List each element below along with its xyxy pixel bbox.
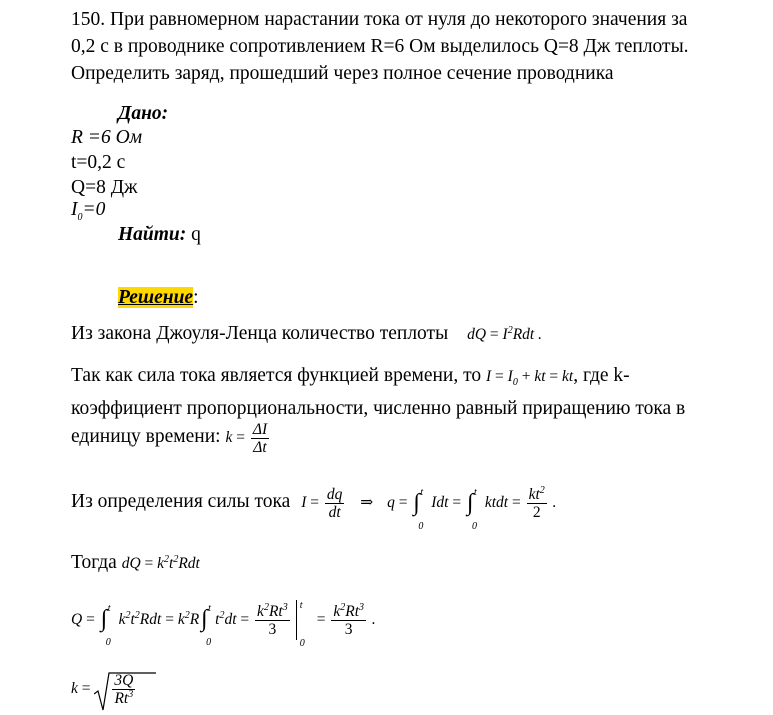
then-line <box>71 551 200 576</box>
square-root: $\frac{3Q}{Rt^3}$ <box>94 672 137 707</box>
unit-time-text: единицу времени: <box>71 426 221 448</box>
solution-heading-text: Решение <box>118 287 194 308</box>
k-sqrt-line <box>71 672 137 707</box>
formula-k-sqrt: k = $\frac{3Q}{Rt^3}$ <box>71 680 137 697</box>
given-item-resistance: R =6 Ом <box>71 127 143 148</box>
charge-definition-line <box>71 484 557 532</box>
given-heading: Дано: <box>118 103 169 124</box>
current-function-line-2: коэффициент пропорциональности, численно равный приращению тока в <box>71 398 686 419</box>
joule-lenz-paragraph <box>71 322 542 347</box>
evaluation-bar: t 0 <box>296 600 313 640</box>
given-item-initial-current: $I_0=0$ <box>71 199 106 223</box>
formula-heat-integral: Q = ∫ t 0 $k^2t^2Rdt = k^2R$ ∫ t 0 $t^2dt$ = $\frac{k^2Rt^3}{3}$ t 0 = $\frac{k^2Rt^3}{3}$ . <box>71 600 376 649</box>
current-function-text: Так как сила тока является функцией времени, то <box>71 365 482 386</box>
solution-heading <box>118 286 199 310</box>
given-item-heat: Q=8 Дж <box>71 177 138 198</box>
solution-heading-colon: : <box>193 287 199 308</box>
integral-sign: ∫ t 0 <box>466 486 477 532</box>
formula-dq-i2rdt: dQ = $I^2Rdt$ . <box>467 324 542 343</box>
fraction-delta-i-over-delta-t: $\frac{\Delta I}{\Delta t}$ <box>252 421 268 456</box>
current-function-line-1 <box>71 364 630 389</box>
current-function-line-3 <box>71 421 271 456</box>
heat-integral-line <box>71 600 376 649</box>
find-label: Найти: <box>118 224 187 245</box>
problem-line-1: 150. При равномерном нарастании тока от нуля до некоторого значения за <box>71 9 688 30</box>
current-function-tail: , где k- <box>573 365 630 386</box>
integral-sign: ∫ t 0 <box>413 486 424 532</box>
then-text: Тогда <box>71 552 117 573</box>
given-item-time: t=0,2 с <box>71 152 126 173</box>
formula-k-delta: k = $\frac{\Delta I}{\Delta t}$ <box>225 421 268 456</box>
formula-charge-integral: I = $\frac{dq}{dt}$ ⇒ q = ∫ t 0 Idt = ∫ t 0 ktdt = $\frac{kt^2}{2}$ . <box>301 484 557 532</box>
formula-dq-k2t2rdt: dQ = $k^2t^2Rdt$ <box>121 553 200 572</box>
joule-lenz-text: Из закона Джоуля-Ленца количество теплоты <box>71 323 449 344</box>
find-line <box>118 223 201 247</box>
formula-i-equals-kt: $I = I_0$ + kt = kt <box>485 368 574 389</box>
find-value: q <box>191 224 201 245</box>
integral-sign: ∫ t 0 <box>100 603 111 648</box>
problem-line-3: Определить заряд, прошедший через полное сечение проводника <box>71 63 614 84</box>
charge-definition-text: Из определения силы тока <box>71 491 291 513</box>
problem-line-2: 0,2 с в проводнике сопротивлением R=6 Ом выделилось Q=8 Дж теплоты. <box>71 36 689 57</box>
integral-sign: ∫ t 0 <box>201 603 212 648</box>
